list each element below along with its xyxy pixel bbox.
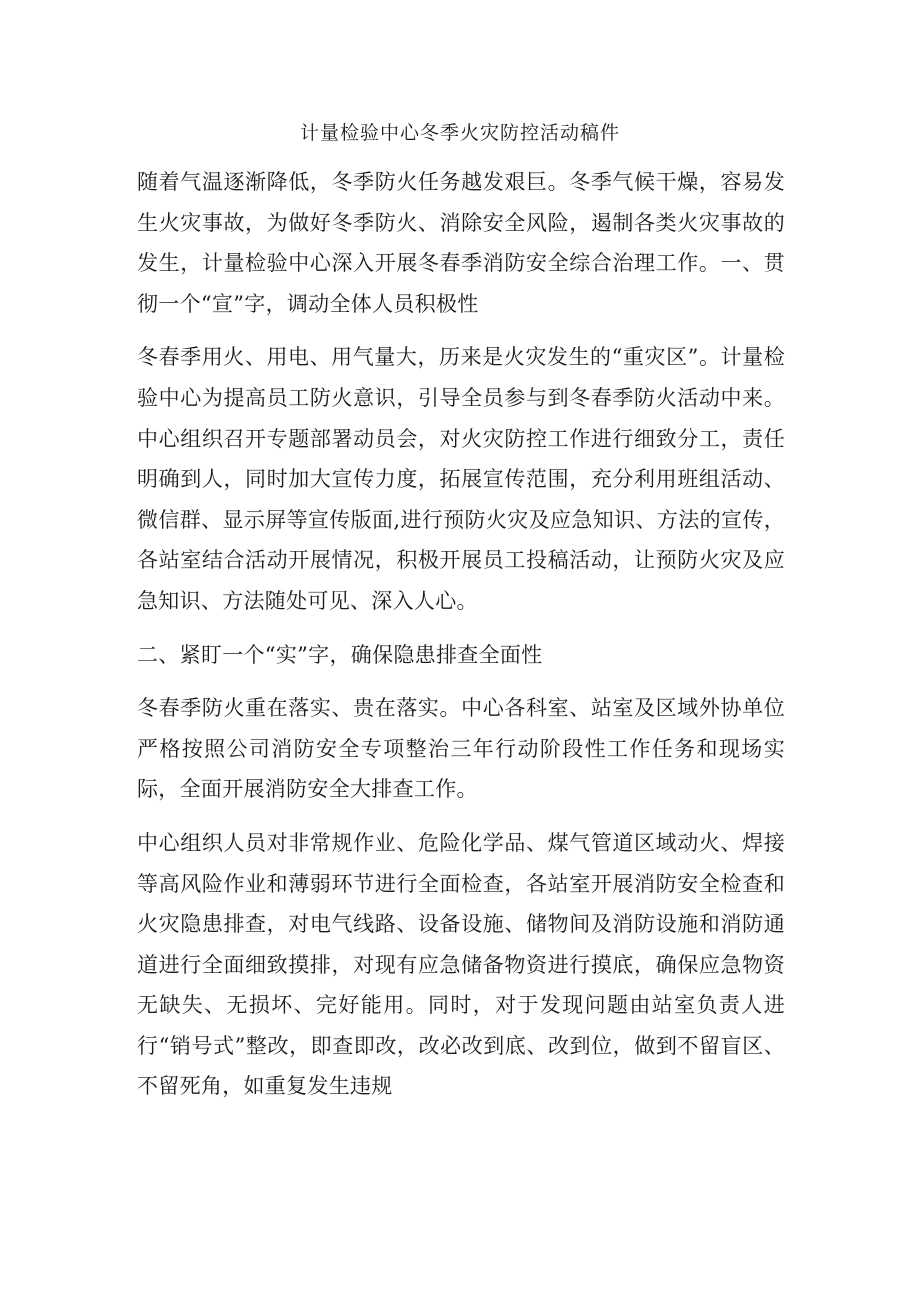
document-title: 计量检验中心冬季火灾防控活动稿件 bbox=[299, 122, 620, 144]
document-body bbox=[137, 162, 785, 1120]
section-heading-2: 二、紧盯一个“实”字，确保隐患排查全面性 bbox=[137, 642, 543, 667]
paragraph-intro: 随着气温逐渐降低，冬季防火任务越发艰巨。冬季气候干燥，容易发生火灾事故，为做好冬季防火、消除安全风险，遏制各类火灾事故的发生，计量检验中心深入开展冬春季消防安全综合治理工作。一、贯彻一个“宣”字，调动全体人员积极性 bbox=[137, 170, 785, 316]
paragraph-publicity: 冬春季用火、用电、用气量大，历来是火灾发生的“重灾区”。计量检验中心为提高员工防火意识，引导全员参与到冬春季防火活动中来。中心组织召开专题部署动员会，对火灾防控工作进行细致分工，责任明确到人，同时加大宣传力度，拓展宣传范围，充分利用班组活动、微信群、显示屏等宣传版面,进行预防火灾及应急知识、方法的宣传，各站室结合活动开展情况，积极开展员工投稿活动，让预防火灾及应急知识、方法随处可见、深入人心。 bbox=[137, 345, 785, 613]
paragraph-implementation: 冬春季防火重在落实、贵在落实。中心各科室、站室及区域外协单位严格按照公司消防安全专项整治三年行动阶段性工作任务和现场实际，全面开展消防安全大排查工作。 bbox=[137, 696, 785, 802]
paragraph-inspection: 中心组织人员对非常规作业、危险化学品、煤气管道区域动火、焊接等高风险作业和薄弱环节进行全面检查，各站室开展消防安全检查和火灾隐患排查，对电气线路、设备设施、储物间及消防设施和消防通道进行全面细致摸排，对现有应急储备物资进行摸底，确保应急物资无缺失、无损坏、完好能用。同时，对于发现问题由站室负责人进行“销号式”整改，即查即改，改必改到底、改到位，做到不留盲区、不留死角，如重复发生违规 bbox=[137, 830, 785, 1099]
